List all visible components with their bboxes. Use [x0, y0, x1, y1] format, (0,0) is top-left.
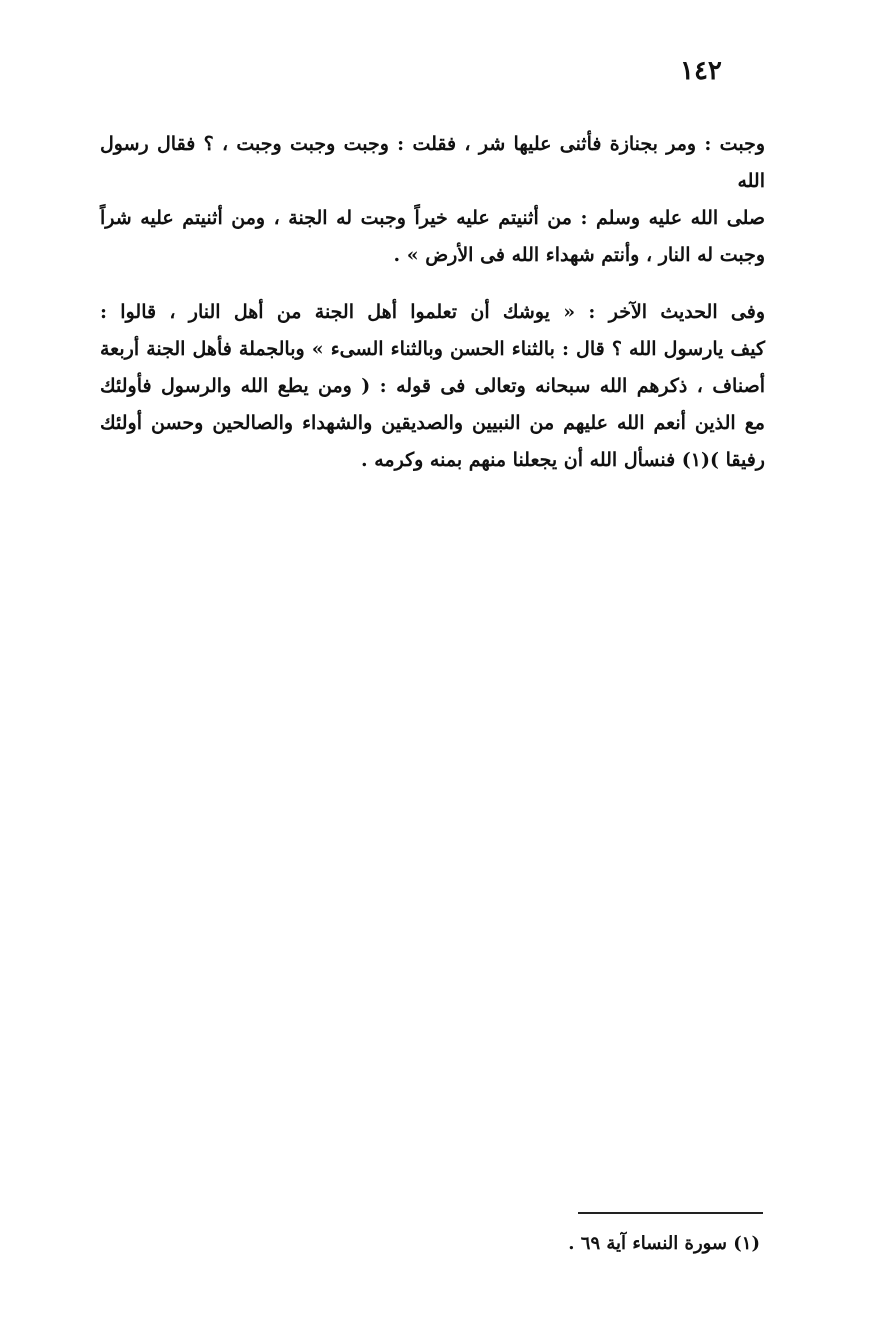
footnote-divider [578, 1212, 763, 1214]
footnote: (١) سورة النساء آية ٦٩ . [568, 1233, 760, 1254]
text-line: وجبت له النار ، وأنتم شهداء الله فى الأرض » . [393, 244, 765, 266]
main-text [100, 126, 765, 479]
text-line: وجبت : ومر بجنازة فأثنى عليها شر ، فقلت : وجبت وجبت وجبت ، ؟ فقال رسول الله [100, 133, 765, 192]
page-number: ١٤٢ [680, 56, 722, 86]
paragraph-2 [100, 294, 765, 479]
text-line: وفى الحديث الآخر : « يوشك أن تعلموا أهل الجنة من أهل النار ، قالوا : [100, 301, 765, 323]
text-line: مع الذين أنعم الله عليهم من النبيين والصديقين والشهداء والصالحين وحسن أولئك [100, 412, 765, 434]
text-line: صلى الله عليه وسلم : من أثنيتم عليه خيراً وجبت له الجنة ، ومن أثنيتم عليه شراً [100, 207, 765, 229]
text-line: كيف يارسول الله ؟ قال : بالثناء الحسن وبالثناء السىء » وبالجملة فأهل الجنة أربعة [100, 338, 765, 360]
paragraph-1 [100, 126, 765, 274]
text-line: أصناف ، ذكرهم الله سبحانه وتعالى فى قوله : ( ومن يطع الله والرسول فأولئك [100, 375, 765, 397]
text-line: رفيقا )(١) فنسأل الله أن يجعلنا منهم بمنه وكرمه . [361, 449, 765, 471]
